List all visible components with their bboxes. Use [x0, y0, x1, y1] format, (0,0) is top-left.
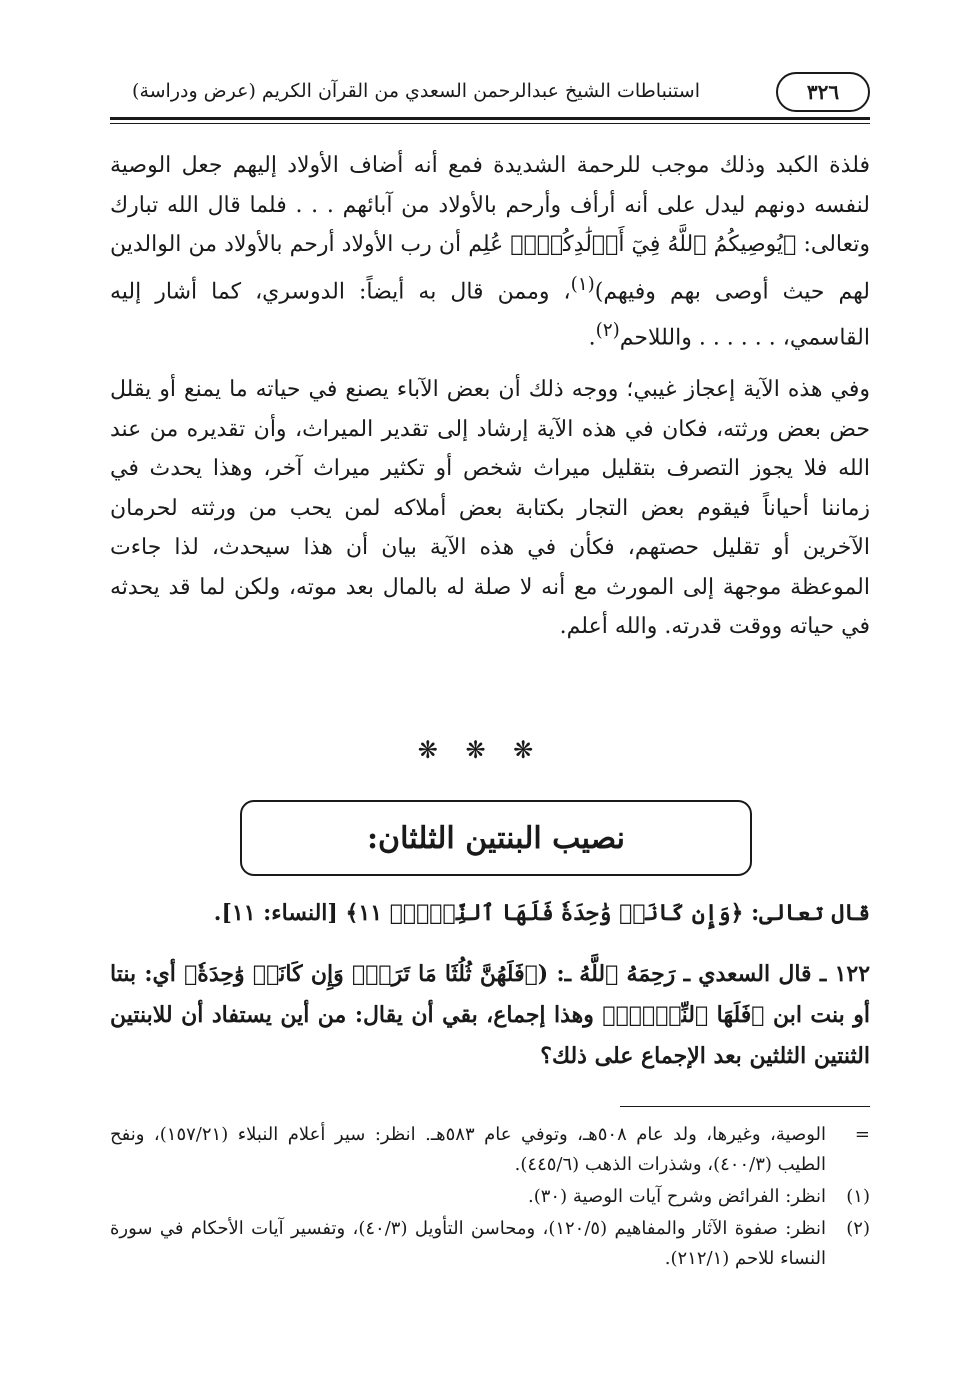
footnote-text: انظر: الفرائض وشرح آيات الوصية (٣٠).: [528, 1186, 826, 1207]
quran-quote: ﴿فَلَهُنَّ ثُلُثَا مَا تَرَكَۖ وَإِن كَانَتۡ وَٰحِدَةٗ﴾: [184, 961, 538, 987]
paragraph-1: [110, 146, 870, 358]
paragraph-1-text-c: ، وممن قال به أيضاً: الدوسري، كما أشار إليه القاسمي، . . . . . . والللاحم: [110, 278, 870, 351]
footnote: [110, 1120, 870, 1180]
paragraph-2: وفي هذه الآية إعجاز غيبي؛ ووجه ذلك أن بعض الآباء يصنع في حياته ما يمنع أو يقلل حض بعض ورثته، فكان في هذه الآية إرشاد إلى تقدير الميراث، وأن تقديره من عند الله فلا يجوز التصرف بتقليل ميراث شخص أو تكثير ميراث آخر، وهذا يحدث في زماننا أحياناً فيقوم بعض التجار بكتابة بعض أملاكه لمن يحب من ورثته لحرمان الآخرين أو تقليل حصتهم، فكأن في هذه الآية بيان أن هذا سيحدث، لذا جاءت الموعظة موجهة إلى المورث مع أنه لا صلة له بالمال بعد موته، ولكن لما قد يحدثه في حياته ووقت قدرته. والله أعلم.: [110, 377, 870, 639]
footnote-ref-2: (٢): [595, 320, 620, 342]
entry-number: ١٢٢: [834, 961, 871, 987]
quran-quote: ﴿يُوصِيكُمُ ٱللَّهُ فِيٓ أَوۡلَٰدِكُمۡۖ﴾: [510, 232, 797, 257]
verse-intro: قال تعالى:: [743, 900, 870, 926]
footnote-divider: [620, 1106, 870, 1107]
page-number: ٣٢٦: [776, 72, 870, 112]
paragraph-1-text-b: عُلِم أن رب الأولاد أرحم بالأولاد من الوالدين لهم حيث أوصى بهم وفيهم): [110, 232, 870, 304]
verse-line: [110, 894, 870, 932]
footnote-text: الوصية، وغيرها، ولد عام ٥٠٨هـ، وتوفي عام ٥٨٣هـ. انظر: سير أعلام النبلاء (١٥٧/٢١)، ونفح الطيب (٤٠٠/٣)، وشذرات الذهب (٤٤٥/٦).: [110, 1124, 827, 1175]
quran-quote: ﴿فَلَهَا ٱلنِّصۡفُۚ﴾: [602, 1002, 765, 1028]
footnote-text: انظر: صفوة الآثار والمفاهيم (١٢٠/٥)، ومحاسن التأويل (٤٠/٣)، وتفسير آيات الأحكام في سورة النساء للاحم (٢١٢/١).: [110, 1218, 826, 1269]
paragraph-1-text-a: فلذة الكبد وذلك موجب للرحمة الشديدة فمع أنه أضاف الأولاد إليهم جعل الوصية لنفسه دونهم ليدل على أنه أرأف وأرحم بالأولاد من آبائهم . . . فلما قال الله تبارك وتعالى:: [110, 153, 870, 257]
paragraph-3-text-c: وهذا إجماع، بقي أن يقال: من أين يستفاد أن للابنتين الثنتين الثلثين بعد الإجماع على ذلك؟: [110, 1002, 870, 1069]
verse-reference: [النساء: ١١].: [213, 900, 346, 926]
section-separator: ❋ ❋ ❋: [417, 736, 544, 764]
paragraph-3: [110, 954, 870, 1077]
running-title: استنباطات الشيخ عبدالرحمن السعدي من القرآن الكريم (عرض ودراسة): [132, 80, 700, 102]
footnotes: [110, 1120, 870, 1276]
footnote-marker: =: [854, 1124, 870, 1145]
verse-quran: ﴿وَإِن كَانَتۡ وَٰحِدَةٗ فَلَهَا ٱلنِّصۡفُۚ ١١﴾: [345, 900, 744, 926]
footnote: [110, 1182, 870, 1212]
header-rule-thick: [110, 117, 870, 120]
footnote-marker: (٢): [846, 1218, 870, 1239]
header-rule-thin: [110, 123, 870, 124]
paragraph-3-text-a: ـ قال السعدي ـ رَحِمَهُ ٱللَّهُ ـ: (: [537, 961, 835, 987]
footnote-ref-1: (١): [570, 273, 595, 295]
page-header: [110, 72, 870, 112]
section-heading: نصيب البنتين الثلثان:: [240, 800, 752, 876]
paragraph-3-text-b: أي: بنتا أو بنت ابن: [110, 961, 871, 1028]
footnote-marker: (١): [846, 1186, 870, 1207]
footnote: [110, 1214, 870, 1274]
paragraph-1-text-d: .: [588, 325, 596, 351]
